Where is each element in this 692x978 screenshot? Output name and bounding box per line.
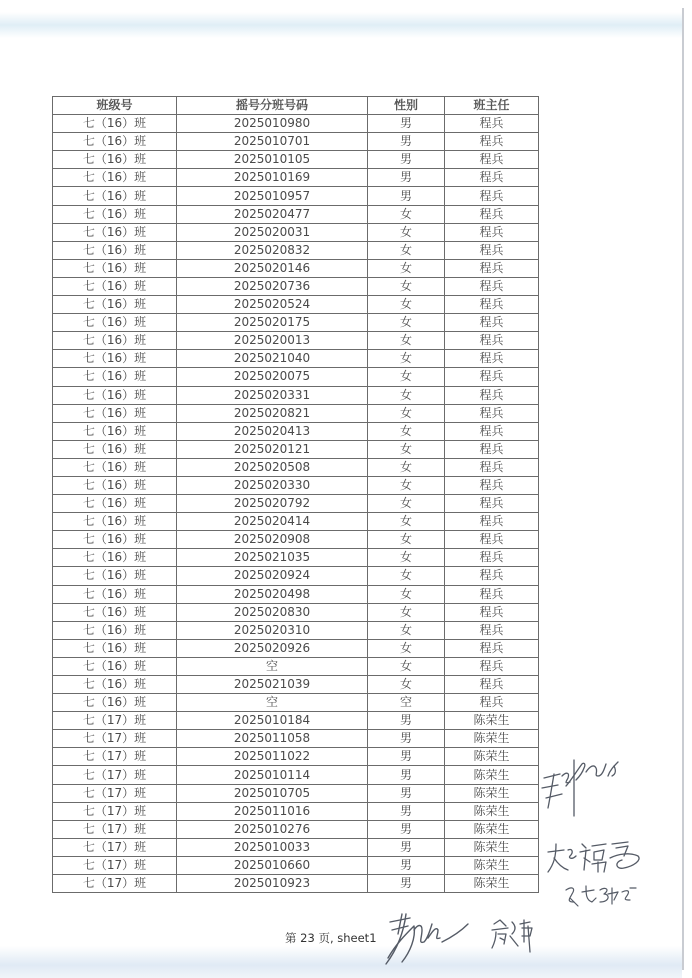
cell-lottery-number: 2025020075 [177,368,368,386]
cell-lottery-number: 2025010276 [177,820,368,838]
cell-gender: 女 [368,495,445,513]
cell-gender: 男 [368,730,445,748]
cell-gender: 女 [368,422,445,440]
cell-gender: 女 [368,639,445,657]
cell-lottery-number: 2025020498 [177,585,368,603]
cell-lottery-number: 2025010105 [177,151,368,169]
cell-lottery-number: 2025021039 [177,676,368,694]
cell-lottery-number: 2025010705 [177,784,368,802]
class-roster-table [52,96,539,893]
table-row [53,386,539,404]
cell-class: 七（16）班 [53,404,177,422]
table-row [53,350,539,368]
cell-head-teacher: 程兵 [445,296,539,314]
cell-class: 七（16）班 [53,657,177,675]
cell-head-teacher: 程兵 [445,694,539,712]
table-row [53,169,539,187]
table-row [53,875,539,893]
cell-head-teacher: 程兵 [445,368,539,386]
cell-gender: 男 [368,151,445,169]
cell-class: 七（16）班 [53,386,177,404]
cell-head-teacher: 程兵 [445,476,539,494]
cell-class: 七（16）班 [53,495,177,513]
cell-class: 七（16）班 [53,567,177,585]
cell-lottery-number: 2025010660 [177,856,368,874]
signature-2 [546,838,646,880]
cell-lottery-number: 2025020013 [177,332,368,350]
table-row [53,712,539,730]
cell-gender: 女 [368,277,445,295]
cell-class: 七（17）班 [53,820,177,838]
cell-class: 七（17）班 [53,748,177,766]
cell-class: 七（16）班 [53,513,177,531]
cell-head-teacher: 陈荣生 [445,712,539,730]
table-row [53,187,539,205]
cell-head-teacher: 程兵 [445,458,539,476]
scan-top-band [0,12,682,38]
cell-lottery-number: 2025020121 [177,440,368,458]
cell-gender: 女 [368,585,445,603]
cell-class: 七（16）班 [53,314,177,332]
cell-class: 七（16）班 [53,241,177,259]
cell-head-teacher: 程兵 [445,676,539,694]
signature-5 [488,916,542,956]
cell-lottery-number: 2025020524 [177,296,368,314]
cell-class: 七（16）班 [53,259,177,277]
table-row [53,241,539,259]
cell-class: 七（17）班 [53,784,177,802]
table-row [53,567,539,585]
cell-lottery-number: 空 [177,694,368,712]
cell-gender: 男 [368,856,445,874]
table-row [53,621,539,639]
cell-lottery-number: 2025010923 [177,875,368,893]
cell-gender: 女 [368,404,445,422]
cell-class: 七（16）班 [53,205,177,223]
cell-gender: 男 [368,875,445,893]
cell-lottery-number: 2025020792 [177,495,368,513]
cell-gender: 男 [368,712,445,730]
cell-class: 七（16）班 [53,694,177,712]
cell-gender: 女 [368,549,445,567]
cell-head-teacher: 程兵 [445,621,539,639]
cell-gender: 女 [368,657,445,675]
table-body [53,115,539,893]
cell-head-teacher: 程兵 [445,531,539,549]
cell-class: 七（17）班 [53,730,177,748]
cell-gender: 女 [368,332,445,350]
cell-gender: 女 [368,241,445,259]
cell-head-teacher: 程兵 [445,332,539,350]
cell-head-teacher: 陈荣生 [445,730,539,748]
cell-head-teacher: 程兵 [445,314,539,332]
cell-class: 七（16）班 [53,639,177,657]
cell-lottery-number: 2025020331 [177,386,368,404]
cell-head-teacher: 程兵 [445,151,539,169]
cell-head-teacher: 程兵 [445,513,539,531]
cell-class: 七（17）班 [53,766,177,784]
table-row [53,277,539,295]
table-row [53,151,539,169]
header-lottery-number: 摇号分班号码 [177,97,368,115]
cell-class: 七（16）班 [53,332,177,350]
cell-gender: 男 [368,766,445,784]
cell-gender: 男 [368,820,445,838]
cell-gender: 女 [368,314,445,332]
cell-class: 七（16）班 [53,458,177,476]
cell-head-teacher: 程兵 [445,133,539,151]
table-row [53,585,539,603]
table-row [53,404,539,422]
cell-class: 七（16）班 [53,531,177,549]
cell-lottery-number: 空 [177,657,368,675]
cell-head-teacher: 程兵 [445,549,539,567]
cell-head-teacher: 程兵 [445,223,539,241]
cell-head-teacher: 陈荣生 [445,784,539,802]
cell-head-teacher: 程兵 [445,169,539,187]
cell-head-teacher: 陈荣生 [445,820,539,838]
cell-class: 七（16）班 [53,476,177,494]
table-row [53,748,539,766]
table-row [53,440,539,458]
cell-class: 七（16）班 [53,549,177,567]
cell-head-teacher: 程兵 [445,187,539,205]
header-head-teacher: 班主任 [445,97,539,115]
cell-class: 七（17）班 [53,712,177,730]
header-class: 班级号 [53,97,177,115]
cell-head-teacher: 陈荣生 [445,802,539,820]
cell-lottery-number: 2025020175 [177,314,368,332]
table-row [53,603,539,621]
cell-lottery-number: 2025010033 [177,838,368,856]
cell-lottery-number: 2025010114 [177,766,368,784]
table-row [53,259,539,277]
table-row [53,476,539,494]
cell-head-teacher: 程兵 [445,657,539,675]
cell-head-teacher: 程兵 [445,404,539,422]
cell-lottery-number: 2025020414 [177,513,368,531]
table-row [53,694,539,712]
cell-gender: 女 [368,458,445,476]
table-row [53,332,539,350]
table-row [53,802,539,820]
page-edge [682,8,684,970]
cell-gender: 女 [368,223,445,241]
cell-head-teacher: 程兵 [445,495,539,513]
cell-lottery-number: 2025020310 [177,621,368,639]
cell-lottery-number: 2025011016 [177,802,368,820]
table-row [53,856,539,874]
cell-lottery-number: 2025011058 [177,730,368,748]
cell-head-teacher: 程兵 [445,350,539,368]
cell-lottery-number: 2025020821 [177,404,368,422]
table-row [53,296,539,314]
cell-head-teacher: 程兵 [445,422,539,440]
cell-head-teacher: 程兵 [445,205,539,223]
cell-class: 七（17）班 [53,802,177,820]
cell-gender: 空 [368,694,445,712]
cell-gender: 男 [368,133,445,151]
cell-head-teacher: 程兵 [445,241,539,259]
table-row [53,784,539,802]
table-row [53,422,539,440]
cell-head-teacher: 程兵 [445,277,539,295]
cell-lottery-number: 2025020477 [177,205,368,223]
table-row [53,657,539,675]
cell-class: 七（16）班 [53,350,177,368]
table-row [53,458,539,476]
signature-3 [564,880,644,910]
table-row [53,639,539,657]
cell-gender: 女 [368,259,445,277]
table-row [53,531,539,549]
cell-class: 七（17）班 [53,875,177,893]
cell-gender: 女 [368,205,445,223]
cell-head-teacher: 程兵 [445,440,539,458]
cell-class: 七（16）班 [53,187,177,205]
cell-class: 七（16）班 [53,603,177,621]
cell-gender: 女 [368,476,445,494]
cell-class: 七（16）班 [53,621,177,639]
table-row [53,495,539,513]
cell-class: 七（16）班 [53,169,177,187]
signature-1 [536,752,626,820]
cell-lottery-number: 2025020146 [177,259,368,277]
cell-gender: 男 [368,802,445,820]
cell-gender: 男 [368,784,445,802]
cell-class: 七（16）班 [53,115,177,133]
page-footer: 第 23 页, sheet1 [285,931,377,945]
cell-gender: 女 [368,621,445,639]
cell-class: 七（16）班 [53,676,177,694]
cell-gender: 女 [368,296,445,314]
cell-class: 七（16）班 [53,422,177,440]
table-row [53,766,539,784]
cell-head-teacher: 陈荣生 [445,856,539,874]
table-row [53,838,539,856]
cell-lottery-number: 2025020736 [177,277,368,295]
cell-gender: 女 [368,368,445,386]
table-row [53,513,539,531]
cell-head-teacher: 陈荣生 [445,875,539,893]
cell-class: 七（16）班 [53,368,177,386]
table-row [53,205,539,223]
cell-gender: 女 [368,513,445,531]
cell-gender: 女 [368,350,445,368]
cell-lottery-number: 2025010169 [177,169,368,187]
table-row [53,676,539,694]
cell-class: 七（16）班 [53,223,177,241]
table-row [53,730,539,748]
cell-lottery-number: 2025020330 [177,476,368,494]
cell-gender: 男 [368,838,445,856]
cell-class: 七（16）班 [53,440,177,458]
cell-lottery-number: 2025020926 [177,639,368,657]
cell-lottery-number: 2025020832 [177,241,368,259]
cell-lottery-number: 2025020413 [177,422,368,440]
cell-class: 七（16）班 [53,151,177,169]
cell-class: 七（16）班 [53,296,177,314]
table-row [53,314,539,332]
table-row [53,368,539,386]
cell-head-teacher: 程兵 [445,603,539,621]
cell-head-teacher: 陈荣生 [445,748,539,766]
cell-lottery-number: 2025020031 [177,223,368,241]
cell-lottery-number: 2025020908 [177,531,368,549]
cell-lottery-number: 2025010184 [177,712,368,730]
cell-class: 七（16）班 [53,277,177,295]
cell-gender: 男 [368,187,445,205]
cell-gender: 女 [368,531,445,549]
table-row [53,549,539,567]
cell-lottery-number: 2025010701 [177,133,368,151]
table-header-row [53,97,539,115]
signature-4 [380,908,490,968]
cell-head-teacher: 程兵 [445,567,539,585]
cell-class: 七（16）班 [53,585,177,603]
cell-gender: 男 [368,169,445,187]
cell-head-teacher: 程兵 [445,259,539,277]
cell-head-teacher: 程兵 [445,585,539,603]
cell-head-teacher: 程兵 [445,115,539,133]
cell-lottery-number: 2025020508 [177,458,368,476]
scan-bottom-band [0,946,682,978]
cell-class: 七（17）班 [53,838,177,856]
cell-gender: 男 [368,115,445,133]
header-gender: 性别 [368,97,445,115]
cell-lottery-number: 2025021035 [177,549,368,567]
cell-gender: 女 [368,603,445,621]
cell-gender: 男 [368,748,445,766]
table-row [53,820,539,838]
cell-lottery-number: 2025020830 [177,603,368,621]
cell-head-teacher: 程兵 [445,386,539,404]
cell-head-teacher: 程兵 [445,639,539,657]
cell-gender: 女 [368,676,445,694]
cell-head-teacher: 陈荣生 [445,766,539,784]
cell-lottery-number: 2025010980 [177,115,368,133]
cell-lottery-number: 2025020924 [177,567,368,585]
cell-gender: 女 [368,386,445,404]
cell-lottery-number: 2025021040 [177,350,368,368]
cell-gender: 女 [368,440,445,458]
cell-gender: 女 [368,567,445,585]
table-row [53,115,539,133]
table-row [53,223,539,241]
cell-head-teacher: 陈荣生 [445,838,539,856]
cell-lottery-number: 2025011022 [177,748,368,766]
cell-lottery-number: 2025010957 [177,187,368,205]
table-row [53,133,539,151]
cell-class: 七（16）班 [53,133,177,151]
cell-class: 七（17）班 [53,856,177,874]
